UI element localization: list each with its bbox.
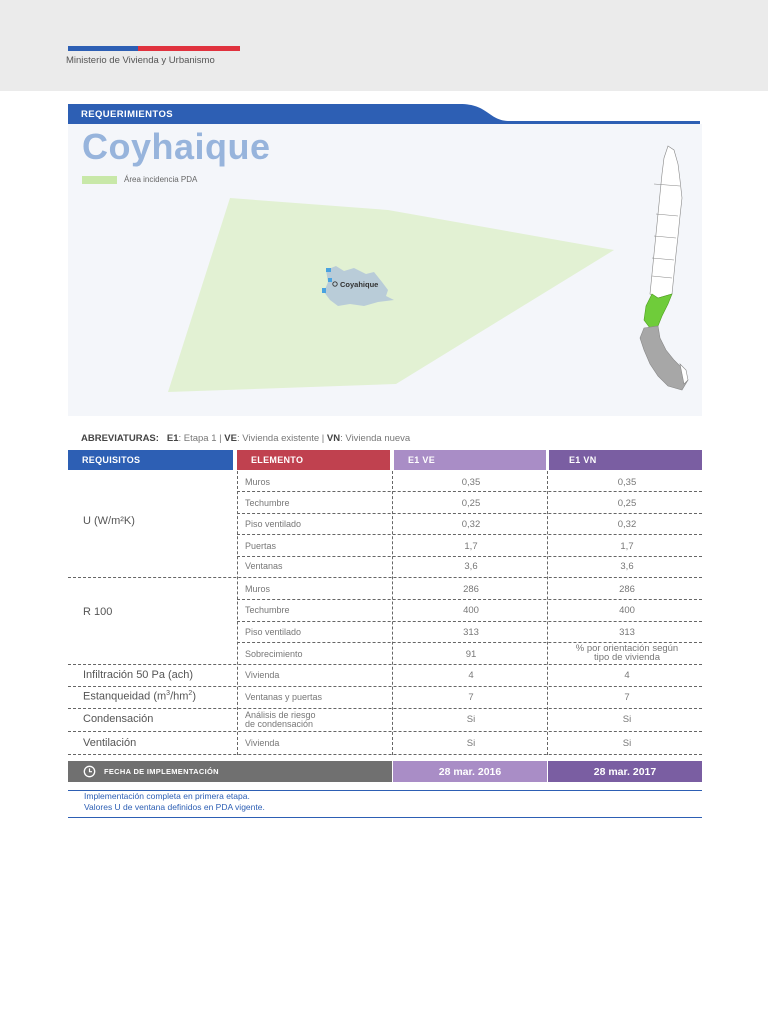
- legend-label: Área incidencia PDA: [124, 175, 198, 184]
- row-ve-value: 3,6: [464, 561, 478, 572]
- row-vn-value: 3,6: [620, 561, 634, 572]
- row-vn-value: 0,32: [617, 519, 637, 530]
- header-e1-ve: E1 VE: [394, 450, 546, 470]
- row-elemento: Piso ventilado: [245, 519, 302, 529]
- row-vn-value: 7: [624, 692, 630, 703]
- row-vn-value: 1,7: [620, 541, 634, 552]
- header-elemento: ELEMENTO: [237, 450, 390, 470]
- ministry-name: Ministerio de Vivienda y Urbanismo: [66, 55, 215, 66]
- req-u: U (W/m²K): [83, 515, 135, 527]
- row-elemento: Techumbre: [245, 498, 290, 508]
- row-ve-value: 313: [463, 627, 479, 638]
- clock-icon: [83, 765, 96, 778]
- implementation-ve-date: 28 mar. 2016: [438, 766, 502, 778]
- row-ve-value: 4: [468, 670, 474, 681]
- row-elemento: Muros: [245, 477, 271, 487]
- row-vn-value: 400: [619, 605, 635, 616]
- row-ve-value: 1,7: [464, 541, 478, 552]
- row-vn-value: 286: [619, 584, 635, 595]
- note-2: Valores U de ventana definidos en PDA vigente.: [84, 802, 265, 812]
- row-elemento: Puertas: [245, 541, 277, 551]
- req-estanqueidad: Estanqueidad $(m^3/hm^2)$: [83, 690, 196, 703]
- note-1: Implementación completa en primera etapa.: [84, 791, 250, 801]
- row-vn-value: 0,25: [617, 498, 637, 509]
- row-ve-value: 91: [465, 649, 477, 660]
- abbrev-e1-key: E1: [166, 433, 179, 444]
- row-ve-value: 0,35: [461, 477, 481, 488]
- row-ve-value: 0,32: [461, 519, 481, 530]
- abbrev-ve-text: : Vivienda existente |: [236, 433, 327, 444]
- divider: [68, 817, 702, 818]
- row-ve-value: Si: [466, 714, 476, 725]
- row-vn-value: 0,35: [617, 477, 637, 488]
- row-vn-value: Si: [622, 738, 632, 749]
- chile-map-icon: [640, 146, 688, 390]
- requirements-table: [68, 471, 702, 756]
- implementation-vn-date: 28 mar. 2017: [593, 766, 657, 778]
- row-vn-value: 313: [619, 627, 635, 638]
- abbrev-e1-text: : Etapa 1 |: [178, 433, 225, 444]
- req-infiltracion: Infiltración 50 Pa (ach): [83, 669, 194, 681]
- implementation-label: FECHA DE IMPLEMENTACIÓN: [104, 767, 219, 776]
- abbreviations: [81, 433, 410, 444]
- req-condensacion: Condensación: [83, 713, 154, 725]
- row-ve-value: 7: [468, 692, 474, 703]
- implementation-bar: [68, 761, 392, 782]
- row-elemento: Sobrecimiento: [245, 649, 303, 659]
- ministry-logo-stripe: [68, 46, 240, 51]
- row-ve-value: 0,25: [461, 498, 481, 509]
- row-vn-value: Si: [622, 714, 632, 725]
- req-ventilacion: Ventilación: [83, 737, 137, 749]
- row-vn-value: % por orientación según tipo de vivienda: [575, 643, 679, 663]
- header-requisitos: REQUISITOS: [68, 450, 233, 470]
- row-ve-value: Si: [466, 738, 476, 749]
- row-elemento: Muros: [245, 584, 271, 594]
- row-elemento: Análisis de riesgo de condensación: [245, 710, 316, 729]
- city-title: Coyhaique: [82, 126, 271, 167]
- row-elemento: Vivienda: [245, 670, 280, 680]
- implementation-vn-cell: [548, 761, 702, 782]
- row-elemento: Ventanas y puertas: [245, 692, 323, 702]
- abbrev-vn-key: VN: [326, 433, 341, 444]
- row-ve-value: 286: [463, 584, 479, 595]
- header-e1-vn: E1 VN: [549, 450, 702, 470]
- header-bar: [0, 0, 768, 91]
- abbrev-vn-text: : Vivienda nueva: [340, 433, 411, 444]
- abbrev-heading: ABREVIATURAS:: [81, 433, 159, 444]
- req-r100: R 100: [83, 606, 113, 618]
- row-elemento: Piso ventilado: [245, 627, 302, 637]
- row-elemento: Techumbre: [245, 605, 290, 615]
- row-elemento: Ventanas: [245, 561, 283, 571]
- row-ve-value: 400: [463, 605, 479, 616]
- legend-swatch: [82, 176, 117, 184]
- pda-area-shape: [168, 198, 614, 392]
- section-tab: [68, 104, 700, 124]
- row-vn-value: 4: [624, 670, 630, 681]
- abbrev-ve-key: VE: [224, 433, 237, 444]
- city-marker-label: Coyahique: [340, 280, 379, 289]
- implementation-ve-cell: [393, 761, 547, 782]
- row-elemento: Vivienda: [245, 738, 280, 748]
- section-label: REQUERIMIENTOS: [81, 109, 173, 120]
- map-panel: [68, 124, 702, 416]
